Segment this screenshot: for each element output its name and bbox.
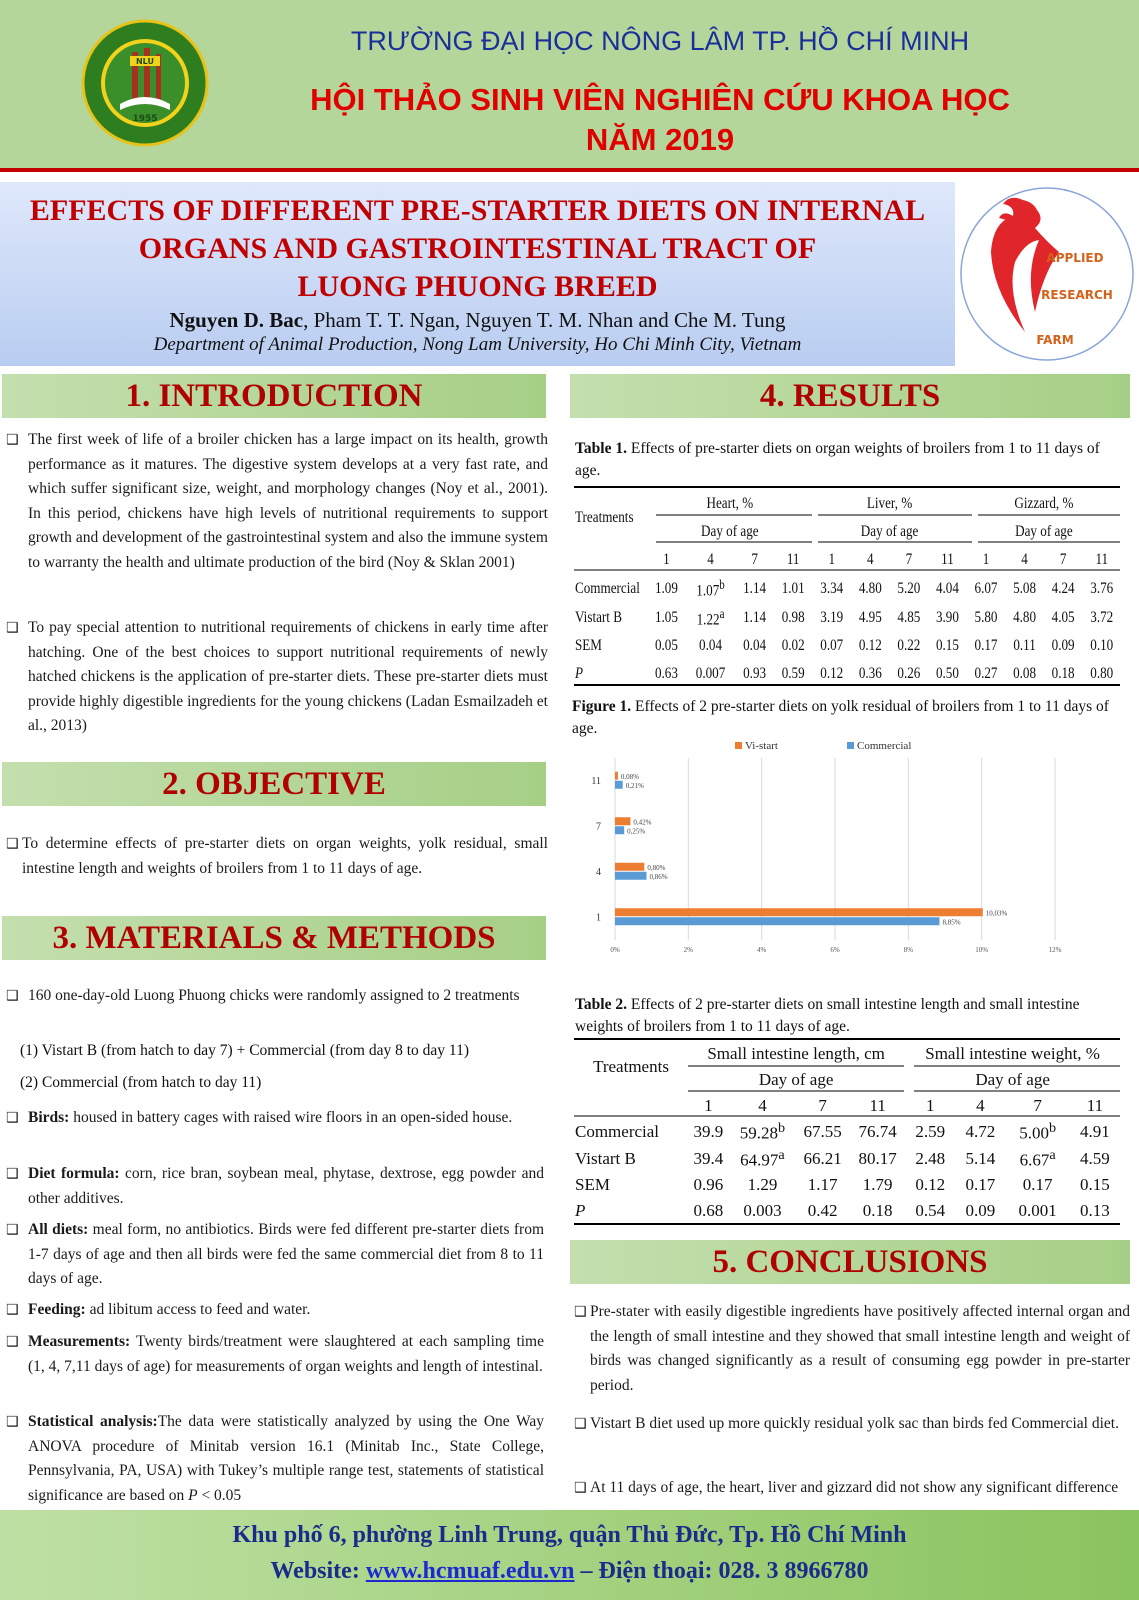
- table2-cell: 0.96: [693, 1175, 724, 1194]
- table1-cell: 0.12: [820, 665, 844, 682]
- table2-cell: 2.59: [915, 1122, 946, 1141]
- table1-cell: 4.05: [1051, 609, 1075, 626]
- table1-day-header: Day of age: [701, 523, 759, 540]
- table1-cell: 0.007: [695, 665, 726, 682]
- table2-cell: 64.97$^a$: [740, 1147, 785, 1170]
- table1-cell: 0.15: [935, 637, 959, 654]
- table1-cell: 0.63: [654, 665, 678, 682]
- chart-legend-label: Vi-start: [745, 740, 778, 752]
- table1-row-name: Commercial: [575, 580, 640, 597]
- table2-cell: 76.74: [858, 1122, 897, 1141]
- table1-cell: 0.18: [1051, 665, 1075, 682]
- table2-day: 4: [758, 1095, 767, 1115]
- lead-author: Nguyen D. Bac: [169, 308, 304, 332]
- chart-bar: [615, 872, 647, 880]
- table1-cell: 0.59: [781, 665, 805, 682]
- title-line-1: EFFECTS OF DIFFERENT PRE-STARTER DIETS ON INTERNAL: [29, 194, 926, 227]
- table2-cell: 0.003: [743, 1201, 782, 1220]
- table1-cell: 6.07: [974, 580, 998, 597]
- table1-cell: 4.85: [897, 609, 921, 626]
- table1-cell: 0.10: [1090, 637, 1114, 654]
- table2-cell: 6.67$^a$: [1019, 1147, 1056, 1170]
- table1-cell: 5.80: [974, 609, 998, 626]
- table2-cell: 0.68: [693, 1201, 724, 1220]
- chart-data-label: 10,03%: [985, 909, 1008, 918]
- table2-group-length: Small intestine length, cm: [707, 1044, 885, 1063]
- farm-logo-word-3: FARM: [1036, 333, 1074, 347]
- table2-cell: 0.18: [862, 1201, 893, 1220]
- table1-cell: 5.08: [1013, 580, 1037, 597]
- table1-cell: 0.26: [897, 665, 921, 682]
- chart-data-label: 0,21%: [625, 781, 644, 790]
- table1-day: 1: [828, 551, 836, 568]
- table1-day: 11: [786, 551, 800, 568]
- table-row: [575, 1198, 1120, 1224]
- farm-logo-word-1: APPLIED: [1046, 251, 1104, 265]
- table2-cell: 39.9: [693, 1122, 724, 1141]
- conference-line-1: HỘI THẢO SINH VIÊN NGHIÊN CỨU KHOA HỌC: [310, 82, 1010, 117]
- table1-day: 7: [905, 551, 913, 568]
- table2-cell: 1.79: [862, 1175, 893, 1194]
- table-row: [575, 604, 1121, 632]
- table2-day: 7: [1033, 1095, 1042, 1115]
- table1-cell: 3.76: [1090, 580, 1114, 597]
- chart-x-tick-label: 8%: [903, 946, 914, 954]
- conference-title: [240, 80, 1080, 160]
- chart-data-label: 0,80%: [647, 863, 666, 872]
- methods-treatment-1: (1) Vistart B (from hatch to day 7) + Commercial (from day 8 to day 11): [20, 1042, 470, 1059]
- authors: [0, 308, 955, 333]
- table1-cell: 0.09: [1051, 637, 1075, 654]
- table1-cell: 0.22: [897, 637, 921, 654]
- table1-day-header: Day of age: [860, 523, 919, 540]
- footer: [0, 1510, 1139, 1600]
- table1-day: 11: [1095, 551, 1109, 568]
- table2-cell: 0.12: [915, 1175, 946, 1194]
- table2-cell: 4.59: [1080, 1149, 1110, 1168]
- logo-nlu-text: NLU: [135, 57, 155, 66]
- footer-contact: Website: www.hcmuaf.edu.vn – Điện thoại: 028. 3 8966780: [270, 1558, 869, 1584]
- table2-row-name: Commercial: [575, 1122, 660, 1141]
- chart-data-label: 0,25%: [627, 827, 646, 836]
- table2: [575, 1041, 1120, 1224]
- section-results: 4. RESULTS: [570, 374, 1130, 418]
- table2-cell: 66.21: [803, 1149, 842, 1168]
- methods-all-diets: ❑ All diets: meal form, no antibiotics. Birds were fed different pre-starter diets from 1-7 days of age and then all birds were fed the same commercial diet from 8 to 11 days of age.: [4, 1218, 544, 1292]
- methods-measurements: ❑ Measurements: Twenty birds/treatment were slaughtered at each sampling time (1, 4, 7,11 days of age) for measurements of organ weights and length of intestinal.: [4, 1330, 544, 1379]
- chart-category-label: 4: [596, 866, 601, 878]
- chart-x-tick-label: 0%: [610, 946, 620, 954]
- table2-cell: 0.15: [1080, 1175, 1110, 1194]
- table1-cell: 3.90: [935, 609, 959, 626]
- table2-cell: 4.91: [1080, 1122, 1110, 1141]
- department: Department of Animal Production, Nong Lam University, Ho Chi Minh City, Vietnam: [153, 334, 802, 355]
- chart-x-tick-label: 2%: [683, 946, 694, 954]
- table2-cell: 67.55: [803, 1122, 842, 1141]
- conclusion-3: ❑ At 11 days of age, the heart, liver and gizzard did not show any significant difference: [572, 1476, 1130, 1501]
- table2-cell: 2.48: [915, 1149, 946, 1168]
- table1-cell: 4.80: [1013, 609, 1037, 626]
- table2-day: 1: [926, 1095, 935, 1115]
- table1-cell: 0.02: [781, 637, 805, 654]
- table1-cell: 0.93: [743, 665, 767, 682]
- table1-group-liver: Liver, %: [866, 495, 913, 512]
- chart-x-tick-label: 6%: [830, 946, 840, 954]
- table1-row-name: SEM: [575, 637, 602, 654]
- chart-bar: [615, 781, 623, 789]
- table2-row-name: SEM: [575, 1175, 610, 1194]
- table1-cell: 0.04: [699, 637, 722, 654]
- table-row: [575, 660, 1121, 688]
- table1-row-name: P: [575, 665, 584, 682]
- objective-paragraph: ❑ To determine effects of pre-starter diets on organ weights, yolk residual, small intestine length and weights of broilers from 1 to 11 days of age.: [4, 832, 548, 881]
- chart-bar: [615, 863, 644, 871]
- table2-cell: 5.14: [965, 1149, 996, 1168]
- farm-logo-word-2: RESEARCH: [1041, 288, 1113, 302]
- table1-cell: 0.04: [743, 637, 767, 654]
- table2-row-name: P: [575, 1201, 586, 1220]
- table1-row-name: Vistart B: [575, 609, 622, 626]
- table1-caption: Table 1. Effects of pre-starter diets on organ weights of broilers from 1 to 11 days of age.: [575, 440, 1100, 479]
- chart-category-label: 1: [596, 912, 601, 924]
- section-introduction: 1. INTRODUCTION: [2, 374, 546, 418]
- chart-bar: [615, 908, 983, 916]
- chart-bar: [615, 817, 630, 825]
- table1-cell: 4.24: [1051, 580, 1075, 597]
- title-band: [0, 182, 955, 366]
- table2-cell: 5.00$^b$: [1019, 1120, 1057, 1143]
- table1-cell: 0.07: [820, 637, 844, 654]
- table1-day: 1: [663, 551, 670, 568]
- table1-day-header: Day of age: [1015, 523, 1073, 540]
- university-header: [0, 0, 1139, 172]
- chart-legend-swatch: [847, 742, 854, 749]
- chart-bar: [615, 917, 940, 925]
- table2-cell: 1.29: [747, 1175, 778, 1194]
- paper-title: [0, 192, 955, 306]
- chart-x-tick-label: 10%: [975, 946, 989, 954]
- title-line-3: LUONG PHUONG BREED: [297, 270, 658, 303]
- table-row: [575, 632, 1121, 660]
- table1-day: 7: [751, 551, 758, 568]
- table1-cell: 3.19: [820, 609, 844, 626]
- chart-data-label: 0,42%: [633, 818, 652, 827]
- chart-bar: [615, 826, 624, 834]
- table1-day: 4: [867, 551, 874, 568]
- table1-cell: 4.04: [935, 580, 959, 597]
- table2-day: 1: [704, 1095, 713, 1115]
- table2-day-header: Day of age: [758, 1070, 834, 1089]
- table2-cell: 59.28$^b$: [739, 1120, 786, 1143]
- table1-cell: 1.14: [743, 580, 767, 597]
- table2-day: 7: [818, 1095, 827, 1115]
- table2-day: 11: [1086, 1095, 1104, 1115]
- table2-treatments-header: Treatments: [593, 1057, 669, 1076]
- table1-cell: 0.36: [858, 665, 882, 682]
- methods-treatments-intro: ❑ 160 one-day-old Luong Phuong chicks were randomly assigned to 2 treatments: [4, 984, 544, 1009]
- methods-feeding: ❑ Feeding: ad libitum access to feed and water.: [4, 1298, 544, 1323]
- table1-cell: 0.17: [974, 637, 998, 654]
- intro-paragraph-1: ❑ The first week of life of a broiler chicken has a large impact on its health, growth performance as it matures. The digestive system develops at a very fast rate, and which suffer significant size, weight, and morphology changes (Noy et al., 2001). In this period, chickens have high levels of nutritional requirements to support growth and development of the gastrointestinal system and also the immune system to warranty the health and ultimate production of the bird (Noy & Sklan 2001): [4, 428, 548, 575]
- applied-research-farm-logo: [955, 182, 1139, 366]
- conference-line-2: NĂM 2019: [585, 122, 735, 157]
- table1-day: 11: [941, 551, 954, 568]
- table1-group-heart: Heart, %: [706, 495, 754, 512]
- table1-cell: 1.05: [654, 609, 678, 626]
- title-line-2: ORGANS AND GASTROINTESTINAL TRACT OF: [138, 232, 817, 265]
- table2-day: 11: [869, 1095, 886, 1115]
- table1-cell: 3.72: [1090, 609, 1114, 626]
- table2-cell: 1.17: [807, 1175, 838, 1194]
- chart-data-label: 0,08%: [620, 772, 640, 781]
- table1-cell: 0.80: [1090, 665, 1114, 682]
- table2-caption: Table 2. Effects of 2 pre-starter diets on small intestine length and small intestine weights of broilers from 1 to 11 days of age.: [575, 996, 1080, 1035]
- table1-day: 4: [1021, 551, 1028, 568]
- footer-address: Khu phố 6, phường Linh Trung, quận Thủ Đức, Tp. Hồ Chí Minh: [232, 1522, 907, 1548]
- table2-cell: 0.09: [965, 1201, 996, 1220]
- table1-day: 7: [1059, 551, 1067, 568]
- methods-birds: ❑ Birds: housed in battery cages with raised wire floors in an open-sided house.: [4, 1106, 544, 1131]
- table1-cell: 1.14: [743, 609, 767, 626]
- table1-cell: 1.09: [654, 580, 678, 597]
- website-link[interactable]: www.hcmuaf.edu.vn: [365, 1558, 575, 1584]
- intro-paragraph-2: ❑ To pay special attention to nutritional requirements of chickens in early time after hatching. One of the best choices to support nutritional requirements of newly hatched chickens is the application of pre-starter diets. These pre-starter diets must provide highly digestible ingredients for the young chickens (Ladan Esmailzadeh et al., 2013): [4, 616, 548, 739]
- chart-category-label: 7: [596, 821, 601, 833]
- university-logo: [80, 18, 210, 148]
- methods-treatment-2: (2) Commercial (from hatch to day 11): [20, 1074, 262, 1091]
- table1-day: 1: [982, 551, 990, 568]
- table1-cell: 0.12: [858, 637, 882, 654]
- methods-statistics: ❑ Statistical analysis:The data were statistically analyzed by using the One Way ANOVA procedure of Minitab version 16.1 (Minitab Inc., State College, Pennsylvania, PA, USA) with Tukey’s multiple range test, statements of statistical significance are based on P < 0.05: [4, 1410, 544, 1508]
- section-conclusions: 5. CONCLUSIONS: [570, 1240, 1130, 1284]
- table1-day: 4: [707, 551, 714, 568]
- table1-cell: 1.01: [781, 580, 805, 597]
- table1-cell: 4.80: [858, 580, 882, 597]
- conclusion-2: ❑ Vistart B diet used up more quickly residual yolk sac than birds fed Commercial diet.: [572, 1412, 1130, 1437]
- chart-x-tick-label: 4%: [756, 946, 767, 954]
- chart-bar: [615, 772, 618, 780]
- table1: [575, 490, 1121, 688]
- table2-cell: 80.17: [858, 1149, 897, 1168]
- chart-x-tick-label: 12%: [1048, 946, 1062, 954]
- coauthors: , Pham T. T. Ngan, Nguyen T. M. Nhan and Che M. Tung: [303, 308, 786, 332]
- conclusion-1: ❑ Pre-stater with easily digestible ingredients have positively affected internal organ and the length of small intestine and they showed that small intestine length and weight of birds was changed significantly as a result of consuming egg powder in pre-starter period.: [572, 1300, 1130, 1398]
- table-row: [575, 1118, 1120, 1146]
- table2-cell: 0.42: [807, 1201, 838, 1220]
- table2-cell: 4.72: [965, 1122, 996, 1141]
- methods-diet-formula: ❑ Diet formula: corn, rice bran, soybean meal, phytase, dextrose, egg powder and other additives.: [4, 1162, 544, 1211]
- table2-row-name: Vistart B: [575, 1149, 636, 1168]
- chart-legend-label: Commercial: [857, 740, 912, 752]
- figure1-caption: Figure 1. Effects of 2 pre-starter diets on yolk residual of broilers from 1 to 11 days of age.: [572, 698, 1109, 737]
- table1-cell: 0.27: [974, 665, 998, 682]
- table1-cell: 0.98: [781, 609, 805, 626]
- table1-cell: 0.05: [654, 637, 678, 654]
- table1-cell: 5.20: [897, 580, 921, 597]
- table1-treatments-header: Treatments: [575, 509, 634, 526]
- table1-cell: 4.95: [858, 609, 882, 626]
- chart-category-label: 11: [591, 775, 601, 787]
- chart-data-label: 8,85%: [942, 918, 961, 927]
- table1-group-gizzard: Gizzard, %: [1014, 495, 1074, 512]
- table-row: [575, 1172, 1120, 1198]
- table2-day: 4: [976, 1095, 985, 1115]
- table2-cell: 39.4: [693, 1149, 724, 1168]
- table2-cell: 0.13: [1080, 1201, 1110, 1220]
- chart-data-label: 0,86%: [649, 872, 668, 881]
- section-methods: 3. MATERIALS & METHODS: [2, 916, 546, 960]
- table1-cell: 0.11: [1013, 637, 1036, 654]
- table-row: [575, 574, 1121, 604]
- table1-cell: 1.22$^a$: [696, 606, 725, 629]
- table1-cell: 0.50: [935, 665, 959, 682]
- table1-cell: 1.07$^b$: [696, 577, 725, 600]
- yolk-residual-chart: [575, 740, 1085, 970]
- table2-cell: 0.17: [965, 1175, 996, 1194]
- table2-day-header: Day of age: [975, 1070, 1050, 1089]
- table-row: [575, 1146, 1120, 1172]
- logo-year-text: 1955: [132, 114, 158, 124]
- table2-cell: 0.17: [1022, 1175, 1053, 1194]
- table2-cell: 0.001: [1018, 1201, 1057, 1220]
- table2-cell: 0.54: [915, 1201, 946, 1220]
- section-objective: 2. OBJECTIVE: [2, 762, 546, 806]
- chart-legend-swatch: [735, 742, 742, 749]
- table1-cell: 0.08: [1013, 665, 1037, 682]
- table2-group-weight: Small intestine weight, %: [925, 1044, 1100, 1063]
- university-name: TRƯỜNG ĐẠI HỌC NÔNG LÂM TP. HỒ CHÍ MINH: [350, 26, 970, 56]
- table1-cell: 3.34: [820, 580, 844, 597]
